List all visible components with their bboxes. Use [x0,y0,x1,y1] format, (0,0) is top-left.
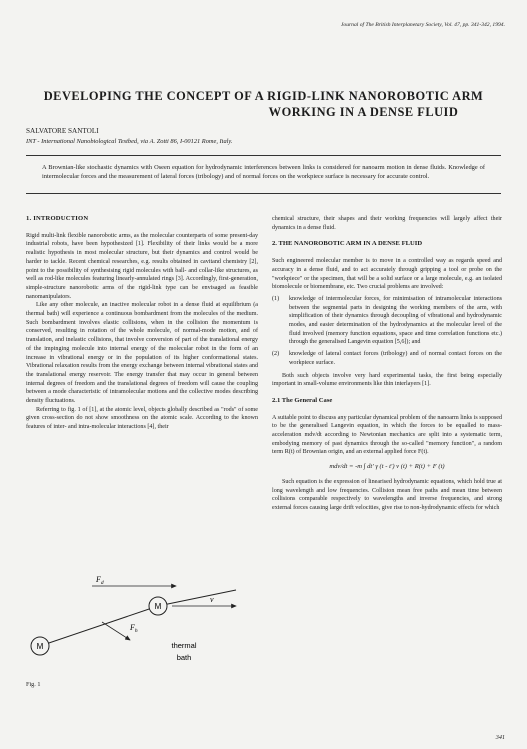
list-item-1 [272,295,502,347]
list-item-2-text: knowledge of lateral contact forces (tribology) and of normal contact forces on the workpiece surface. [289,351,502,366]
figure-1-diagram [26,572,258,680]
title-line-1: DEVELOPING THE CONCEPT OF A RIGID-LINK NANOROBOTIC ARM [43,89,484,103]
journal-citation: Journal of The British Interplanetary Society, Vol. 47, pp. 341-342, 1994. [340,22,505,28]
author-name: SALVATORE SANTOLI [26,127,99,135]
drag-force-label: $F_d$ [96,575,104,586]
hydrodynamic-force-label: $F_h$ [130,623,138,634]
paper-title [0,88,527,120]
abstract: A Brownian-like stochastic dynamics with Oseen equation for hydrodynamic interferences between links is considered for nanoarm motion in dense fluids. Knowledge of intermolecular forces and the measurement of lateral forces (tribology) and of normal forces on the workpiece surface is necessary for accurate control. [42,164,485,180]
left-column [26,215,258,432]
section-1-heading: 1. INTRODUCTION [26,215,89,222]
joint-m-lower-label: M [36,642,44,651]
section-2-paragraph-2: Both such objects involve very hard experimental tasks, the first being especially important in small-volume environments like thin interlayers [1]. [272,372,502,388]
author-affiliation: INT - International Nanobiological Testbed, via A. Zotti 86, I-00121 Rome, Italy. [26,138,233,145]
joint-m-upper-label: M [154,602,162,611]
thermal-label: thermal [171,641,197,650]
section-1-paragraph-2: Like any other molecule, an inactive molecular robot in a dense fluid at equilibrium (a thermal bath) will experience a continuous bombardment from the molecules of the medium. Such bombardment involves elastic collisions, when in the collision the momentum is conserved, resulting in rotation of the whole molecule, of normal-mode motion, and of translation, and inelastic collisions, that involve conversion of part of the translational energy of the impinging molecule into internal energy of the molecular robot in the form of an increase in vibrational energy or in the population of its higher conformational states. Vibrational relaxation results from the energy exchange between internal vibrational states and the translational energy reservoir. The energy transfer that may occur in general between internal degrees of freedom and the translational degrees of freedom will cause the coupling between a mode characteristic of intramolecular motions and the collective modes describing density fluctuations. [26,302,258,405]
list-item-1-text: knowledge of intermolecular forces, for minimisation of intramolecular interactions between the segmental parts in designing the working members of the arm, with simplification of their dynamics through decoupling of vibrational and hydrodynamic modes, and easier determination of the hydrodynamics at the molecular level of the fluid involved (memory function equations, space and time correlation functions etc.) through the generalised Langevin equation [5,6]); and [289,295,502,346]
figure-caption: Fig. 1 [26,681,41,688]
list-item-2-number: (2) [272,351,280,358]
section-2-1-paragraph-2: Such equation is the expression of linearised hydrodynamic equations, which hold true at long wavelength and low frequencies. Collision mean free paths and mean time between collisions comparable respectively to wavelengths and inverse frequencies, and strong external forces causing large drift velocities, give rise to non-hydrodynamic effects for which [272,478,502,511]
arm-link-1 [40,606,158,646]
section-2-1-paragraph-1: A suitable point to discuss any particular dynamical problem of the nanoarm links is supposed to be the generalised Langevin equation, in which the forces to be equalled to mass-acceleration mdv/dt according to Newtonian mechanics are split into a systematic term, embodying memory of past dynamics through the so-called "memory function", a random term R(t) of Brownian origin, and an external applied force F(t). [272,414,502,456]
right-column [272,215,502,513]
title-line-2: WORKING IN A DENSE FLUID [268,105,459,119]
list-item-2 [272,350,502,367]
abstract-bottom-rule [26,193,501,194]
abstract-top-rule [26,155,501,156]
page-number: 341 [495,734,505,741]
bath-label: bath [176,653,192,662]
hydrodynamic-force-arrow [102,622,130,640]
list-item-1-number: (1) [272,295,280,302]
section-1-paragraph-3: Referring to fig. 1 of [1], at the atomic level, objects globally described as "rods" of some given cross-section do not show smoothness on the atomic scale. According to the known features of inter- and intra-molecular interactions [4], their [26,406,258,431]
section-2-paragraph-1: Such engineered molecular member is to move in a controlled way as regards speed and accuracy in a dense fluid, and to act accurately through gripping a tool or probe on the "workpiece" or the specimen, that will be a solid surface or a large molecule, e.g. an isolated biomolecule or biomembrane, etc. Two crucial problems are involved: [272,258,502,291]
velocity-label: v [210,595,214,604]
section-1-paragraph-1: Rigid multi-link flexible nanorobotic arms, as the molecular counterparts of some present-day industrial robots, have been hypothesized [1]. Flexibility of their links would be a more realistic hypothesis in most molecular structure, but their dynamics and control would be harder to tackle. Recent chemical researches, e.g. results obtained in cavitand chemistry [2], point to the possibility of synthesising rigid molecules with ball- and collar-like structures, as well as rod-like molecules featuring linearly-annulated rings [3]. Accordingly, first-generation, simple-structure nanorobotic arms of the rigid-link type can be envisaged as feasible nanomanipulators. [26,232,258,300]
section-2-1-heading: 2.1 The General Case [272,396,333,404]
arm-link-2 [158,590,236,606]
section-2-heading: 2. THE NANOROBOTIC ARM IN A DENSE FLUID [272,240,423,248]
column-2-paragraph-1: chemical structure, their shapes and their working frequencies will largely affect their dynamics in a dense fluid. [272,216,502,231]
langevin-equation: mdv/dt = -m ∫ dt' γ (t - t') v (t) + R(t) + F (t) [329,463,445,471]
